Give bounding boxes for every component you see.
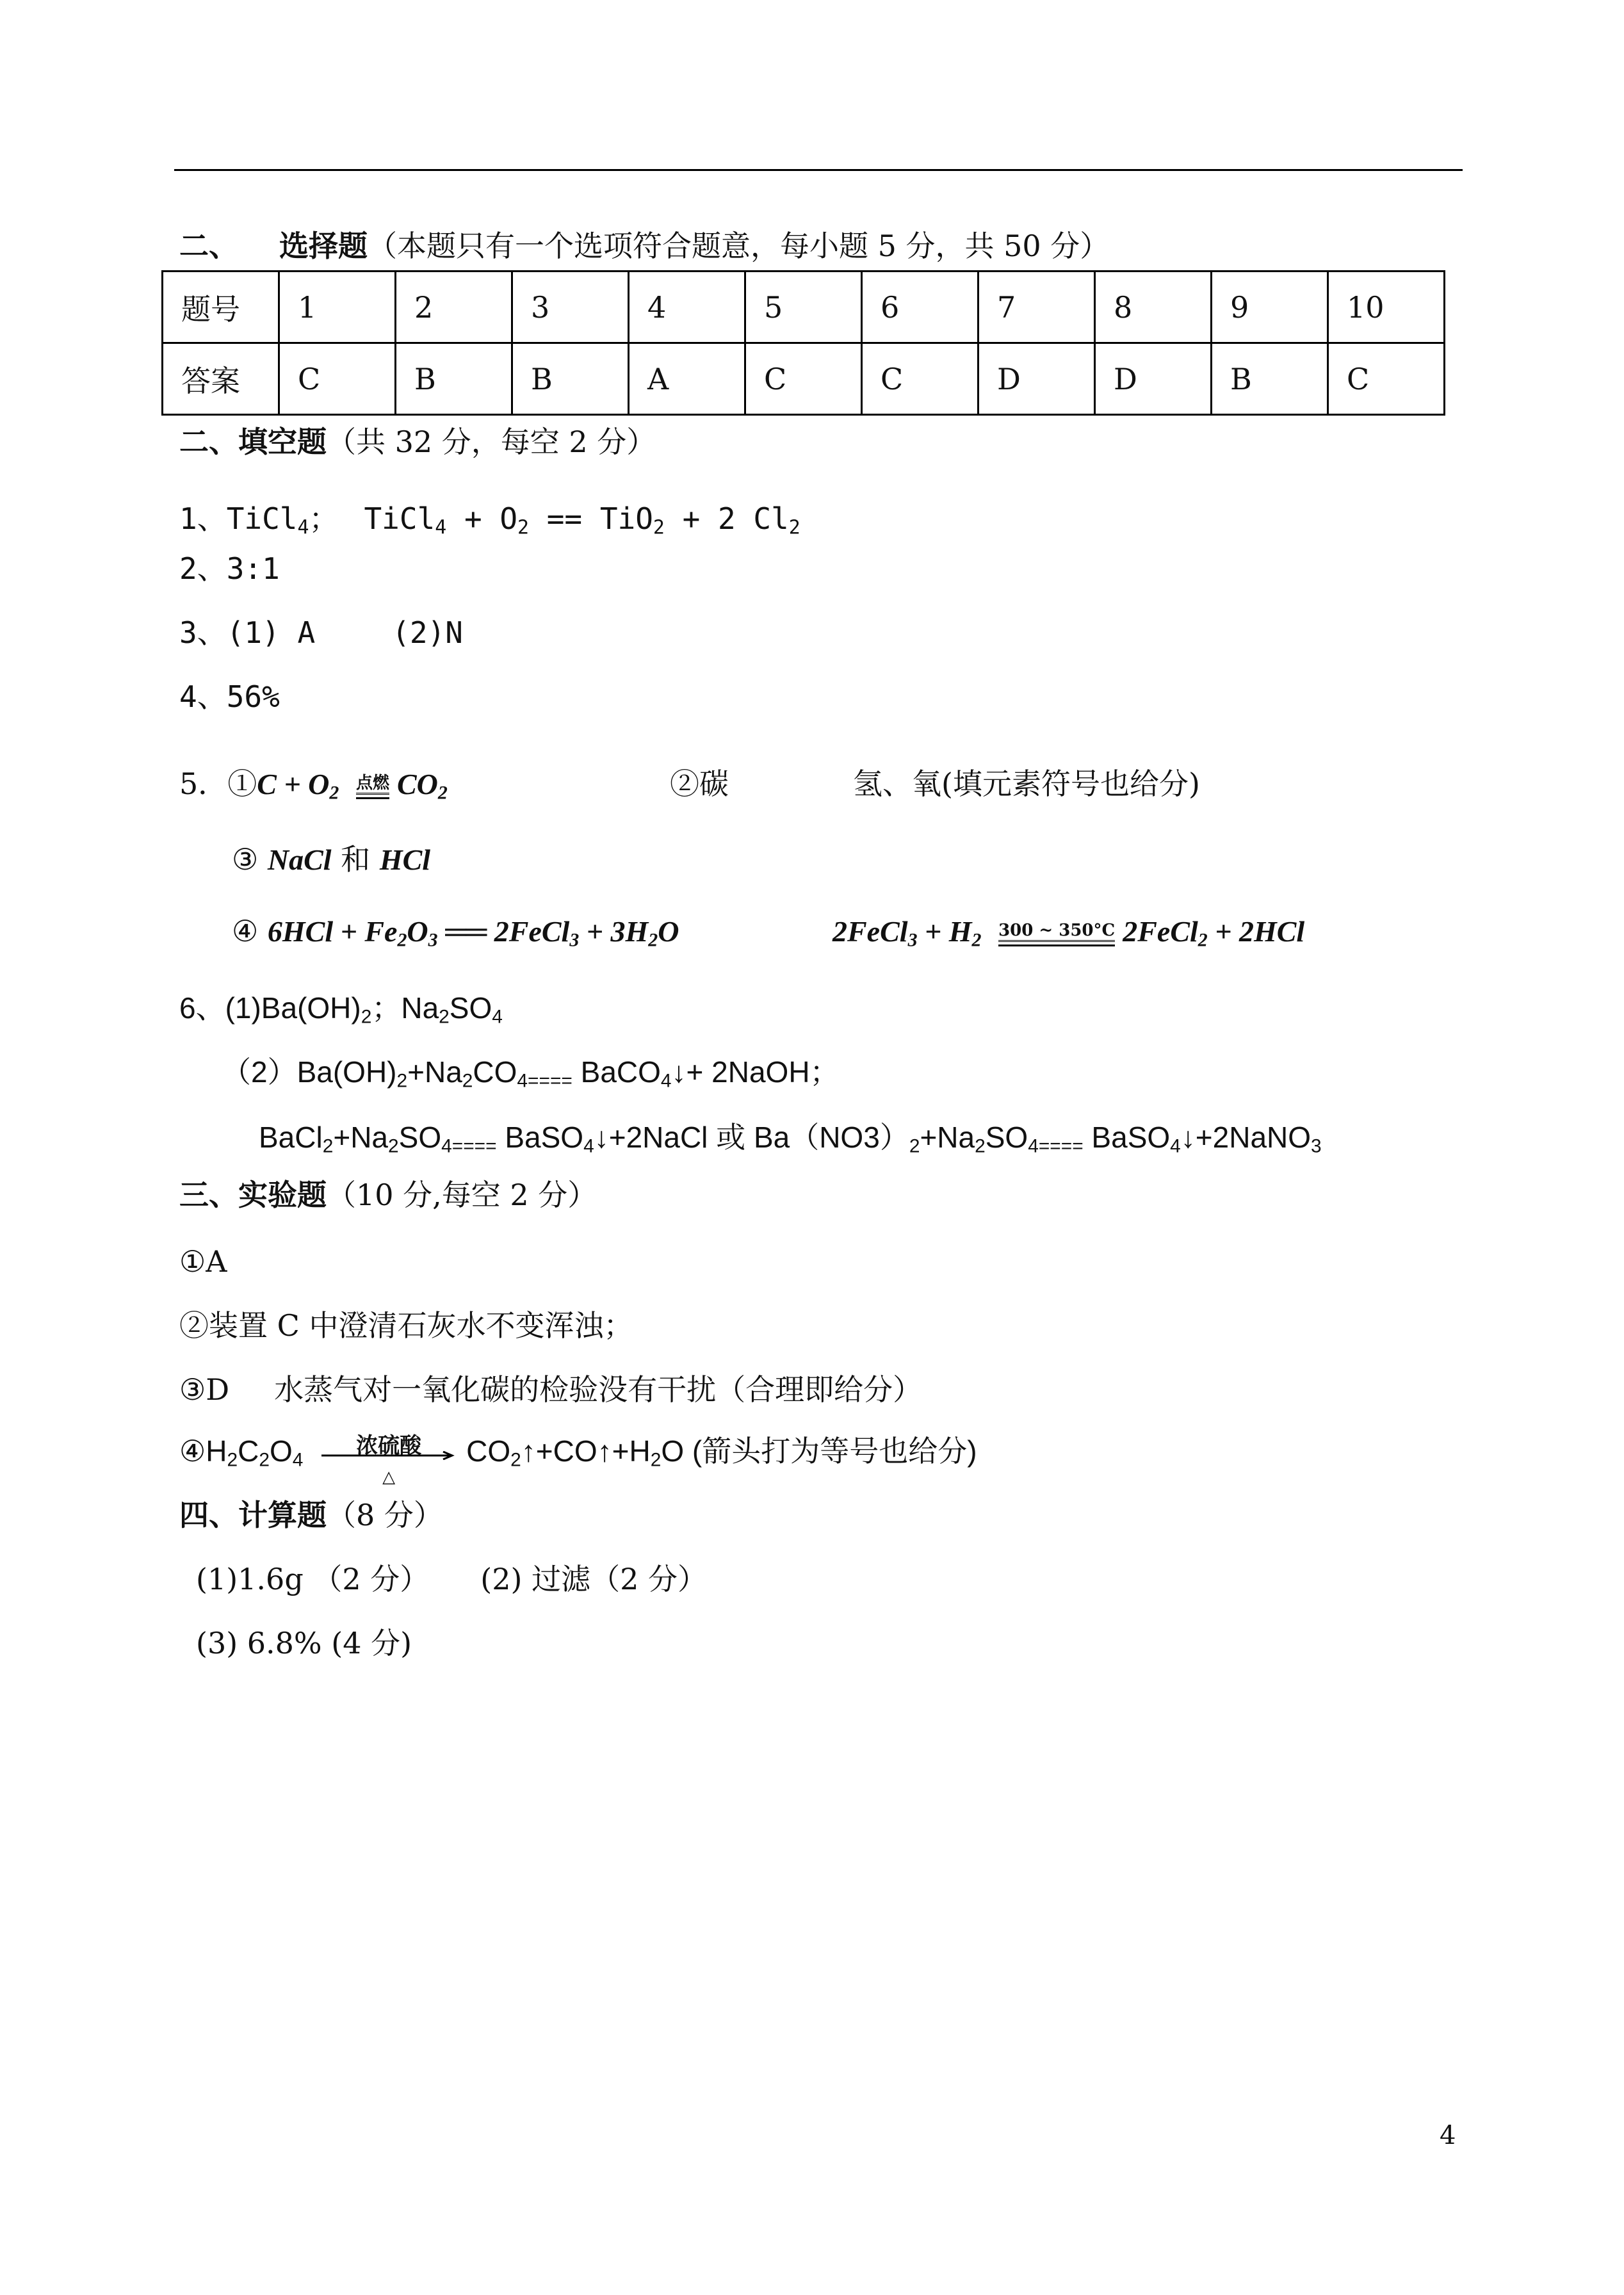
answer-q5-line1: 5．①C + $O_2$ 点燃 $CO_2$ [179,766,448,804]
reaction-condition: 300 ~ 350°C [998,921,1115,946]
table-cell: C [745,343,862,415]
answer-q5-part4-eq2: 2FeCl$_3$ + $H_2$ 300 ~ 350°C 2FeCl$_2$ + 2HCl [832,915,1305,951]
answer-table [161,270,1445,416]
answer-q5-part3: ③ NaCl 和 HCl [232,842,431,877]
table-cell: 7 [978,272,1095,343]
table-cell: C [862,343,978,415]
header-rule [174,169,1463,171]
table-cell: 4 [629,272,745,343]
reaction-arrow: 浓硫酸 △ [321,1434,456,1473]
table-header-cell: 答案 [163,343,279,415]
experiment-answer-3: ③D 水蒸气对一氧化碳的检验没有干扰（合理即给分） [179,1372,923,1407]
table-cell: 10 [1328,272,1445,343]
experiment-answer-1: ①A [179,1244,227,1279]
table-row [163,272,1445,343]
reaction-condition: 点燃 [356,774,389,799]
calculation-heading: 四、计算题（8 分） [179,1498,443,1532]
table-cell: D [978,343,1095,415]
answer-q6-line2: $(2)Ba(OH)_2+Na_2CO_{4====}$ BaCO$_4$↓+ 2NaOH； [222,1055,840,1092]
table-cell: 5 [745,272,862,343]
answer-q5-part2b: 氢、氧(填元素符号也给分) [853,766,1200,801]
table-cell: B [1212,343,1328,415]
table-cell: A [629,343,745,415]
table-cell: D [1095,343,1212,415]
table-cell: B [512,343,629,415]
table-cell: C [279,343,396,415]
table-cell: B [396,343,512,415]
table-cell: 6 [862,272,978,343]
answer-q6-line1: 6、$(1)Ba(OH)_2$；$Na_2SO_4$ [179,991,503,1028]
answer-q2: 2、3:1 [179,551,280,586]
experiment-heading: 三、实验题（10 分,每空 2 分） [179,1178,597,1212]
table-cell: 8 [1095,272,1212,343]
calculation-answer-1: (1)1.6g （2 分） (2) 过滤（2 分） [196,1562,707,1596]
experiment-answer-2: ②装置 C 中澄清石灰水不变浑浊； [179,1308,633,1343]
calculation-answer-2: (3) 6.8% (4 分) [196,1626,412,1660]
answer-q4: 4、56% [179,679,280,714]
table-cell: 3 [512,272,629,343]
page-number: 4 [1440,2121,1456,2150]
fill-heading: 二、填空题（共 32 分，每空 2 分） [179,425,656,459]
table-cell: 1 [279,272,396,343]
answer-q1: 1、TiCl$_4$； TiCl$_4$ + $O_2 == TiO_2 + 2$ $Cl_2$ [179,501,800,539]
answer-q6-line3: $BaCl_2+Na_2SO_{4====}$ BaSO$_4$↓+2NaCl 或 $Ba(NO3)_2+Na_2SO_{4====}$ BaSO$_4$↓+2NaNO$_3$ [259,1121,1322,1157]
table-cell: 2 [396,272,512,343]
answer-q3: 3、(1) A (2)N [179,615,463,650]
section2-heading: 二、 选择题（本题只有一个选项符合题意，每小题 5 分，共 50 分） [179,229,1110,263]
experiment-answer-4: $④H_2C_2O_4$ 浓硫酸 △ $CO_2↑+CO↑+H_2O$ (箭头打为等号也给分) [179,1433,977,1486]
answer-q5-part4: ④ $6HCl + Fe_2O_3$ ══ 2FeCl$_3$ + $3H_2O$ [232,914,679,951]
table-cell: C [1328,343,1445,415]
table-cell: 9 [1212,272,1328,343]
table-header-cell: 题号 [163,272,279,343]
answer-q5-part2: ②碳 [670,766,729,801]
table-row [163,343,1445,415]
